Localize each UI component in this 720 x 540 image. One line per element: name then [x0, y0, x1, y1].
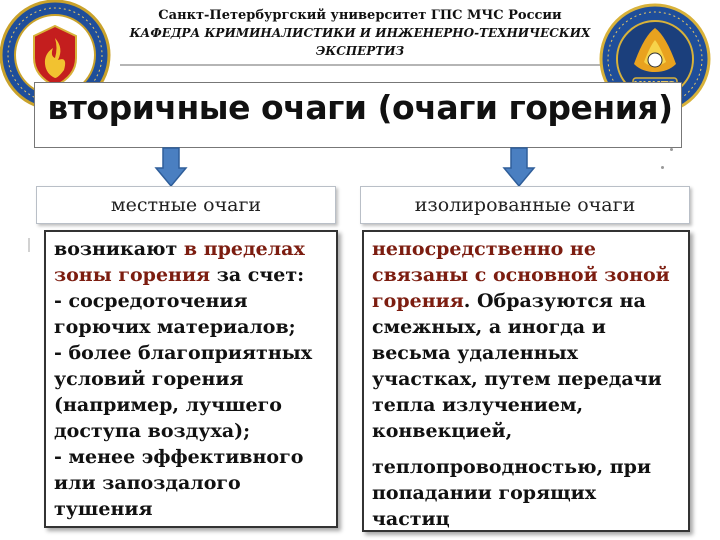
- page-title-text: вторичные очаги (очаги горения): [43, 88, 676, 127]
- isolated-text-1: .: [463, 290, 471, 312]
- local-foci-intro: [54, 236, 328, 288]
- arrow-down-left-icon: [156, 148, 186, 186]
- local-foci-description: [44, 230, 338, 528]
- isolated-foci-description: [362, 230, 690, 532]
- isolated-para-2: теплопроводностью, при попадании горящих частиц: [372, 456, 652, 530]
- local-highlight: в пределах зоны горения: [54, 238, 305, 286]
- local-text-1: возникают: [54, 238, 184, 260]
- decor-dot: [670, 148, 673, 151]
- local-item-3: - менее эффективного или запоздалого тушения: [54, 446, 304, 520]
- header-university: Санкт-Петербургский университет ГПС МЧС России: [158, 8, 562, 23]
- label-local-foci: местные очаги: [36, 186, 336, 224]
- local-text-2: за счет:: [210, 264, 305, 286]
- decor-dot: [661, 166, 664, 169]
- isolated-highlight: непосредственно не связаны с основной зоной горения: [372, 238, 670, 312]
- isolated-para-1: [372, 236, 680, 444]
- header-divider: [120, 64, 600, 66]
- local-item-1: - сосредоточения горючих материалов;: [54, 290, 296, 338]
- arrow-down-right-icon: [504, 148, 534, 186]
- isolated-text-2: Образуются на смежных, а иногда и весьма удаленных участках, путем передачи тепла излучением, конвекцией,: [372, 290, 662, 442]
- label-isolated-foci: изолированные очаги: [360, 186, 690, 224]
- decor-mark: [28, 238, 30, 252]
- local-item-2: - более благоприятных условий горения (например, лучшего доступа воздуха);: [54, 342, 313, 442]
- page-title: [0, 88, 720, 127]
- header-department-cont: ЭКСПЕРТИЗ: [315, 44, 405, 58]
- header-department: КАФЕДРА КРИМИНАЛИСТИКИ И ИНЖЕНЕРНО-ТЕХНИЧЕСКИХ: [129, 26, 591, 40]
